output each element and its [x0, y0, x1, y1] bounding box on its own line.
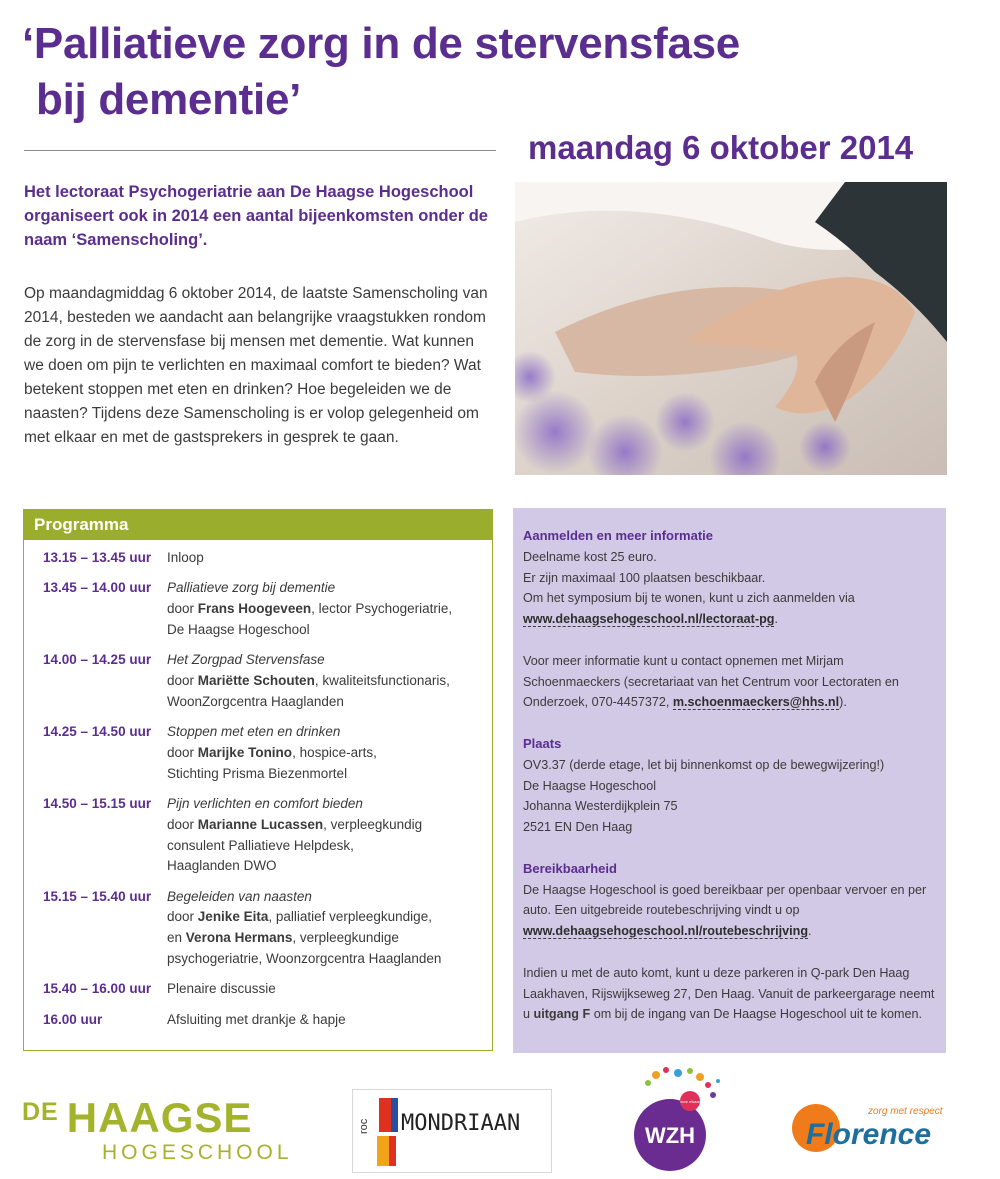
- program-item: [24, 887, 492, 970]
- program-org: Stichting Prisma Biezenmortel: [167, 765, 348, 781]
- program-time: 13.15 – 13.45 uur: [43, 550, 152, 565]
- page-title: [22, 16, 902, 128]
- program-speaker: Jenike Eita: [197, 909, 269, 925]
- plaats-street: Johanna Westerdijkplein 75: [523, 799, 678, 814]
- program-speaker: Mariëtte Schouten: [197, 672, 315, 688]
- contact-text-end: ).: [839, 695, 847, 710]
- program-title: Inloop: [167, 550, 204, 565]
- programma-heading: Programma: [24, 510, 492, 540]
- program-org: Haaglanden DWO: [167, 858, 277, 874]
- mondriaan-text: MONDRIAAN: [401, 1111, 521, 1136]
- program-speaker: Frans Hoogeveen: [197, 601, 312, 617]
- programma-box: [23, 509, 493, 1051]
- program-item: [24, 794, 492, 877]
- program-title: Het Zorgpad Stervensfase: [167, 652, 325, 668]
- bereikbaarheid-heading: Bereikbaarheid: [523, 860, 617, 876]
- programma-list: [24, 540, 492, 1030]
- program-door: door: [167, 816, 195, 832]
- program-door: door: [167, 672, 195, 688]
- contact-email-link[interactable]: m.schoenmaeckers@hhs.nl: [672, 695, 840, 710]
- roc-mondriaan-logo: [352, 1089, 552, 1173]
- route-link[interactable]: www.dehaagsehogeschool.nl/routebeschrijving: [523, 924, 809, 939]
- program-item: [24, 979, 492, 1000]
- program-title: Palliatieve zorg bij dementie: [167, 580, 336, 596]
- body-text: Op maandagmiddag 6 oktober 2014, de laatste Samenscholing van 2014, besteden we aandacht aan belangrijke vraagstukken rondom de zorg in de stervensfase bij mensen met dementie. Wat kunnen we doen om pijn te verlichten en maximaal comfort te bieden? Wat betekent stoppen met eten en drinken? Hoe begeleiden we de naasten? Tijdens deze Samenscholing is er volop gelegenheid om met elkaar en met de gastsprekers in gesprek te gaan.: [24, 285, 488, 446]
- parkeer-text-end: om bij de ingang van De Haagse Hogeschool uit te komen.: [593, 1007, 923, 1022]
- florence-tagline: zorg met respect: [868, 1106, 943, 1117]
- info-box: Aanmelden en meer informatie Deelname kost 25 euro. Er zijn maximaal 100 plaatsen beschikbaar. Om het symposium bij te wonen, kunt u zich aanmelden via www.dehaagsehogeschool.nl/lectoraat-pg. Voor meer informatie kunt u contact opnemen met Mirjam Schoenmaeckers (secretariaat van het Centrum voor Lectoraten en Onderzoek, 070-4457372, m.schoenmaeckers@hhs.nl). Plaats OV3.37 (derde etage, let bij binnenkomst op de bewegwijzering!) De Haagse Hogeschool Johanna Westerdijkplein 75 2521 EN Den Haag Bereikbaarheid De Haagse Hogeschool is goed bereikbaar per openbaar vervoer en per auto. Een uitgebreide routebeschrijving vindt u op www.dehaagsehogeschool.nl/routebeschrijving. Indien u met de auto komt, kunt u deze parkeren in Q-park Den Haag Laakhaven, Rijswijkseweg 27, Den Haag. Vanuit de parkeergarage neemt u uitgang F om bij de ingang van De Haagse Hogeschool uit te komen.: [513, 508, 946, 1053]
- plaats-room: OV3.37 (derde etage, let bij binnenkomst op de bewegwijzering!): [523, 757, 885, 772]
- hhs-logo-sub: HOGESCHOOL: [102, 1141, 293, 1164]
- event-date: maandag 6 oktober 2014: [528, 129, 914, 166]
- aanmelden-instruction: Om het symposium bij te wonen, kunt u zich aanmelden via: [523, 591, 855, 606]
- program-role: , hospice-arts,: [292, 744, 377, 760]
- florence-logo: [790, 1098, 965, 1158]
- aanmelden-link[interactable]: www.dehaagsehogeschool.nl/lectoraat-pg: [523, 612, 775, 627]
- plaats-name: De Haagse Hogeschool: [523, 778, 657, 793]
- hhs-logo-de: DE: [22, 1098, 59, 1126]
- roc-text: roc: [358, 1118, 370, 1134]
- wzh-logo: [618, 1065, 733, 1174]
- aanmelden-capacity: Er zijn maximaal 100 plaatsen beschikbaar.: [523, 570, 766, 585]
- program-title: Afsluiting met drankje & hapje: [167, 1011, 346, 1027]
- contact-text: Voor meer informatie kunt u contact opnemen met Mirjam Schoenmaeckers (secretariaat van het Centrum voor Lectoraten en Onderzoek, 070-4457372,: [523, 653, 899, 710]
- program-time: 16.00 uur: [43, 1011, 103, 1027]
- wzh-badge: voor elkaar: [680, 1099, 700, 1104]
- program-org: WoonZorgcentra Haaglanden: [167, 693, 344, 709]
- program-title: Stoppen met eten en drinken: [167, 724, 341, 740]
- florence-text: Florence: [806, 1118, 932, 1151]
- program-item: [24, 548, 492, 569]
- program-item: [24, 1010, 492, 1031]
- program-role: , palliatief verpleegkundige,: [268, 909, 432, 925]
- program-time: 14.00 – 14.25 uur: [43, 652, 152, 668]
- plaats-city: 2521 EN Den Haag: [523, 820, 633, 835]
- plaats-heading: Plaats: [523, 735, 562, 751]
- parkeer-text: Indien u met de auto komt, kunt u deze parkeren in Q-park Den Haag Laakhaven, Rijswijkseweg 27, Den Haag. Vanuit de parkeergarage neemt u: [523, 965, 935, 1022]
- program-org: psychogeriatrie, Woonzorgcentra Haaglanden: [167, 951, 442, 967]
- program-title: Begeleiden van naasten: [167, 888, 312, 904]
- program-door: door: [167, 744, 195, 760]
- title-line-2: bij dementie’: [36, 75, 302, 124]
- program-time: 13.45 – 14.00 uur: [43, 580, 152, 596]
- wzh-text: WZH: [644, 1123, 696, 1148]
- parkeer-exit: uitgang F: [533, 1007, 591, 1022]
- program-role: , kwaliteitsfunctionaris,: [314, 672, 450, 688]
- program-time: 14.50 – 15.15 uur: [43, 795, 152, 811]
- program-role: , verpleegkundig: [323, 816, 423, 832]
- hhs-logo-name: HAAGSE: [66, 1094, 253, 1141]
- program-en: en: [167, 930, 183, 946]
- aanmelden-heading: Aanmelden en meer informatie: [523, 528, 713, 543]
- title-divider: [24, 150, 496, 151]
- program-item: [24, 722, 492, 784]
- program-speaker: Marianne Lucassen: [197, 816, 324, 832]
- program-org: consulent Palliatieve Helpdesk,: [167, 837, 354, 853]
- program-time: 14.25 – 14.50 uur: [43, 724, 152, 740]
- aanmelden-price: Deelname kost 25 euro.: [523, 549, 657, 564]
- program-item: [24, 578, 492, 640]
- program-time: 15.40 – 16.00 uur: [43, 981, 152, 997]
- holding-hands-photo: [515, 182, 947, 475]
- program-speaker: Verona Hermans: [185, 930, 293, 946]
- program-role: , verpleegkundige: [292, 930, 399, 946]
- program-time: 15.15 – 15.40 uur: [43, 888, 152, 904]
- bereikbaarheid-text: De Haagse Hogeschool is goed bereikbaar per openbaar vervoer en per auto. Een uitgebreide routebeschrijving vindt u op: [523, 882, 927, 918]
- haagse-hogeschool-logo: [22, 1090, 302, 1170]
- program-title: Pijn verlichten en comfort bieden: [167, 795, 363, 811]
- program-role: , lector Psychogeriatrie,: [311, 601, 453, 617]
- program-door: door: [167, 909, 195, 925]
- program-item: [24, 650, 492, 712]
- program-title: Plenaire discussie: [167, 981, 276, 997]
- title-line-1: ‘Palliatieve zorg in de stervensfase: [22, 19, 740, 68]
- intro-text: Het lectoraat Psychogeriatrie aan De Haagse Hogeschool organiseert ook in 2014 een aantal bijeenkomsten onder de naam ‘Samenscholing’.: [24, 183, 488, 249]
- program-door: door: [167, 601, 195, 617]
- program-speaker: Marijke Tonino: [197, 744, 293, 760]
- program-org: De Haagse Hogeschool: [167, 621, 310, 637]
